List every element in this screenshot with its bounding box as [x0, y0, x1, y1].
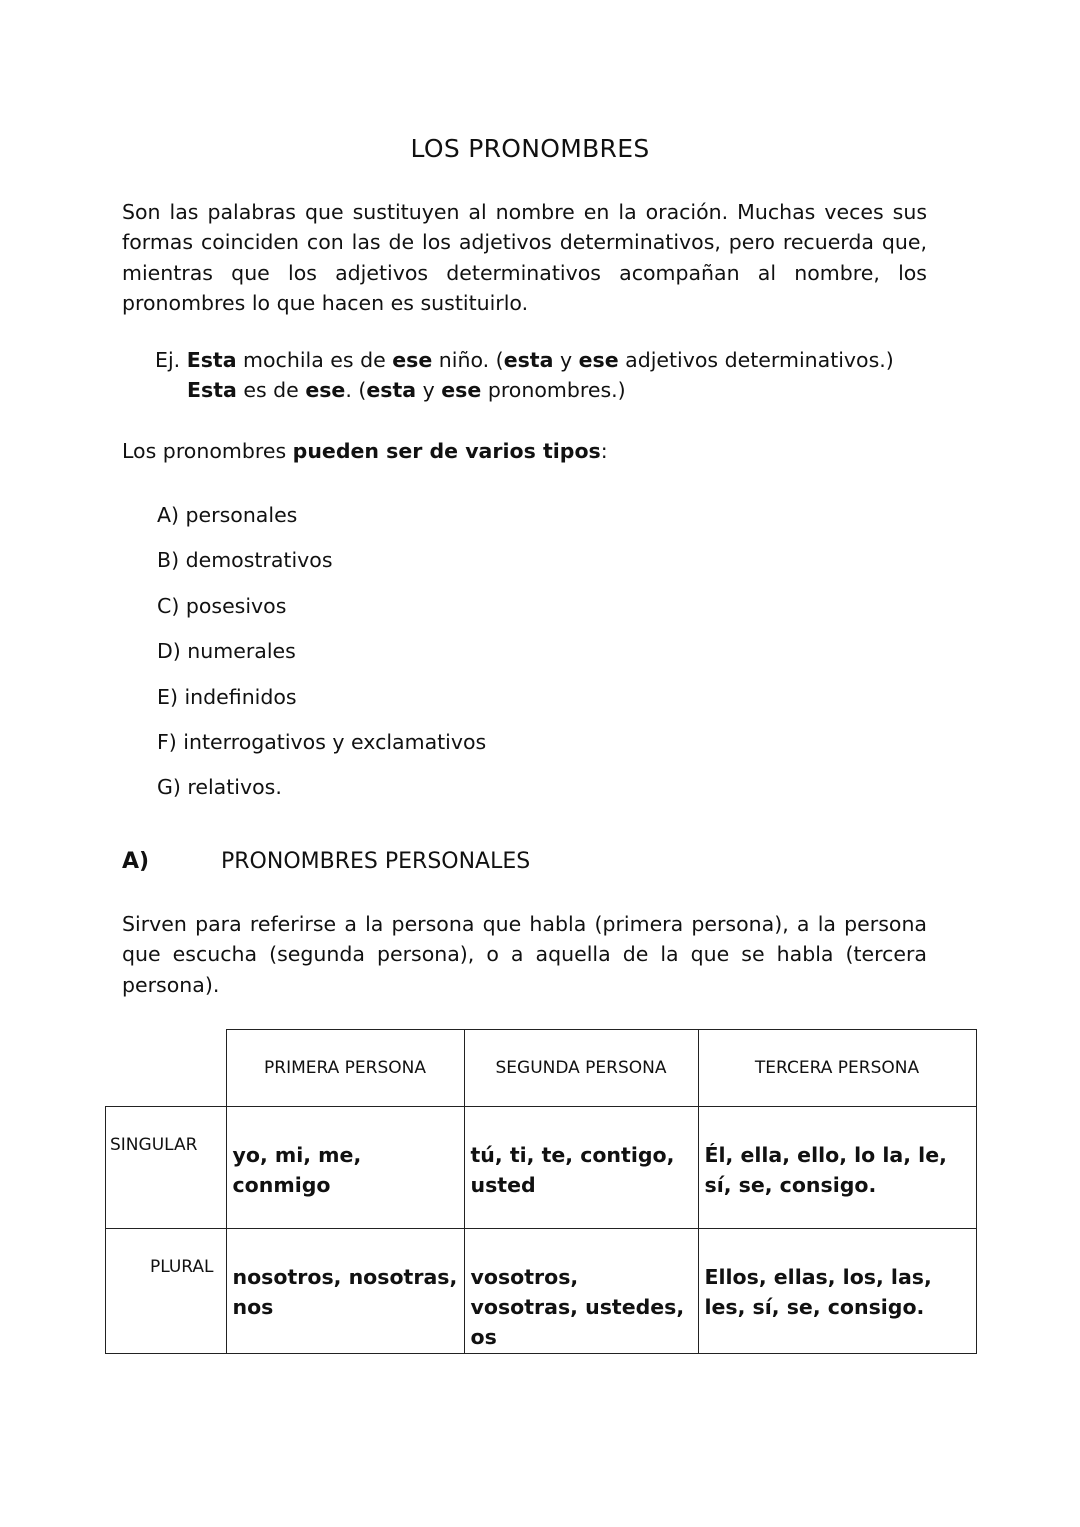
table-row	[106, 1107, 977, 1229]
table-row	[106, 1229, 977, 1354]
list-item: F) interrogativos y exclamativos	[157, 729, 487, 754]
list-item: G) relativos.	[157, 775, 282, 800]
list-item: C) posesivos	[157, 593, 287, 618]
table-cell: yo, mi, me, conmigo	[226, 1107, 464, 1229]
section-description: Sirven para referirse a la persona que habla (primera persona), a la persona que escucha (segunda persona), o a aquella de la que se habla (tercera persona).	[122, 912, 927, 997]
list-item: A) personales	[157, 503, 298, 527]
intro-paragraph: Son las palabras que sustituyen al nombre en la oración. Muchas veces sus formas coinciden con las de los adjetivos determinativos, pero recuerda que, mientras que los adjetivos determinativos acompañan al nombre, los pronombres lo que hacen es sustituirlo.	[122, 200, 927, 315]
section-title: PRONOMBRES PERSONALES	[221, 849, 531, 874]
example-sentence-2: Esta es de ese. (esta y ese pronombres.)	[187, 378, 626, 402]
page-title: LOS PRONOMBRES	[410, 134, 650, 163]
row-label: SINGULAR	[106, 1107, 227, 1229]
list-item: E) indefinidos	[157, 684, 297, 709]
table-cell: nosotros, nosotras, nos	[226, 1229, 464, 1354]
list-item: B) demostrativos	[157, 548, 333, 573]
types-list	[157, 500, 486, 818]
pronouns-table	[105, 1029, 977, 1354]
row-label: PLURAL	[106, 1229, 227, 1354]
section-letter: A)	[122, 849, 150, 874]
table-header-cell: PRIMERA PERSONA	[226, 1030, 464, 1107]
table-corner-cell	[106, 1030, 227, 1107]
table-cell: Él, ella, ello, lo la, le, sí, se, consigo.	[698, 1107, 976, 1229]
types-intro: Los pronombres pueden ser de varios tipos:	[122, 439, 608, 463]
example-sentence-1: Ej. Esta mochila es de ese niño. (esta y ese adjetivos determinativos.)	[155, 348, 894, 372]
table-cell: tú, ti, te, contigo, usted	[464, 1107, 698, 1229]
table-header-cell: SEGUNDA PERSONA	[464, 1030, 698, 1107]
table-cell: vosotros, vosotras, ustedes, os	[464, 1229, 698, 1354]
list-item: D) numerales	[157, 639, 296, 664]
table-header-row	[106, 1030, 977, 1107]
table-header-cell: TERCERA PERSONA	[698, 1030, 976, 1107]
table-cell: Ellos, ellas, los, las, les, sí, se, consigo.	[698, 1229, 976, 1354]
